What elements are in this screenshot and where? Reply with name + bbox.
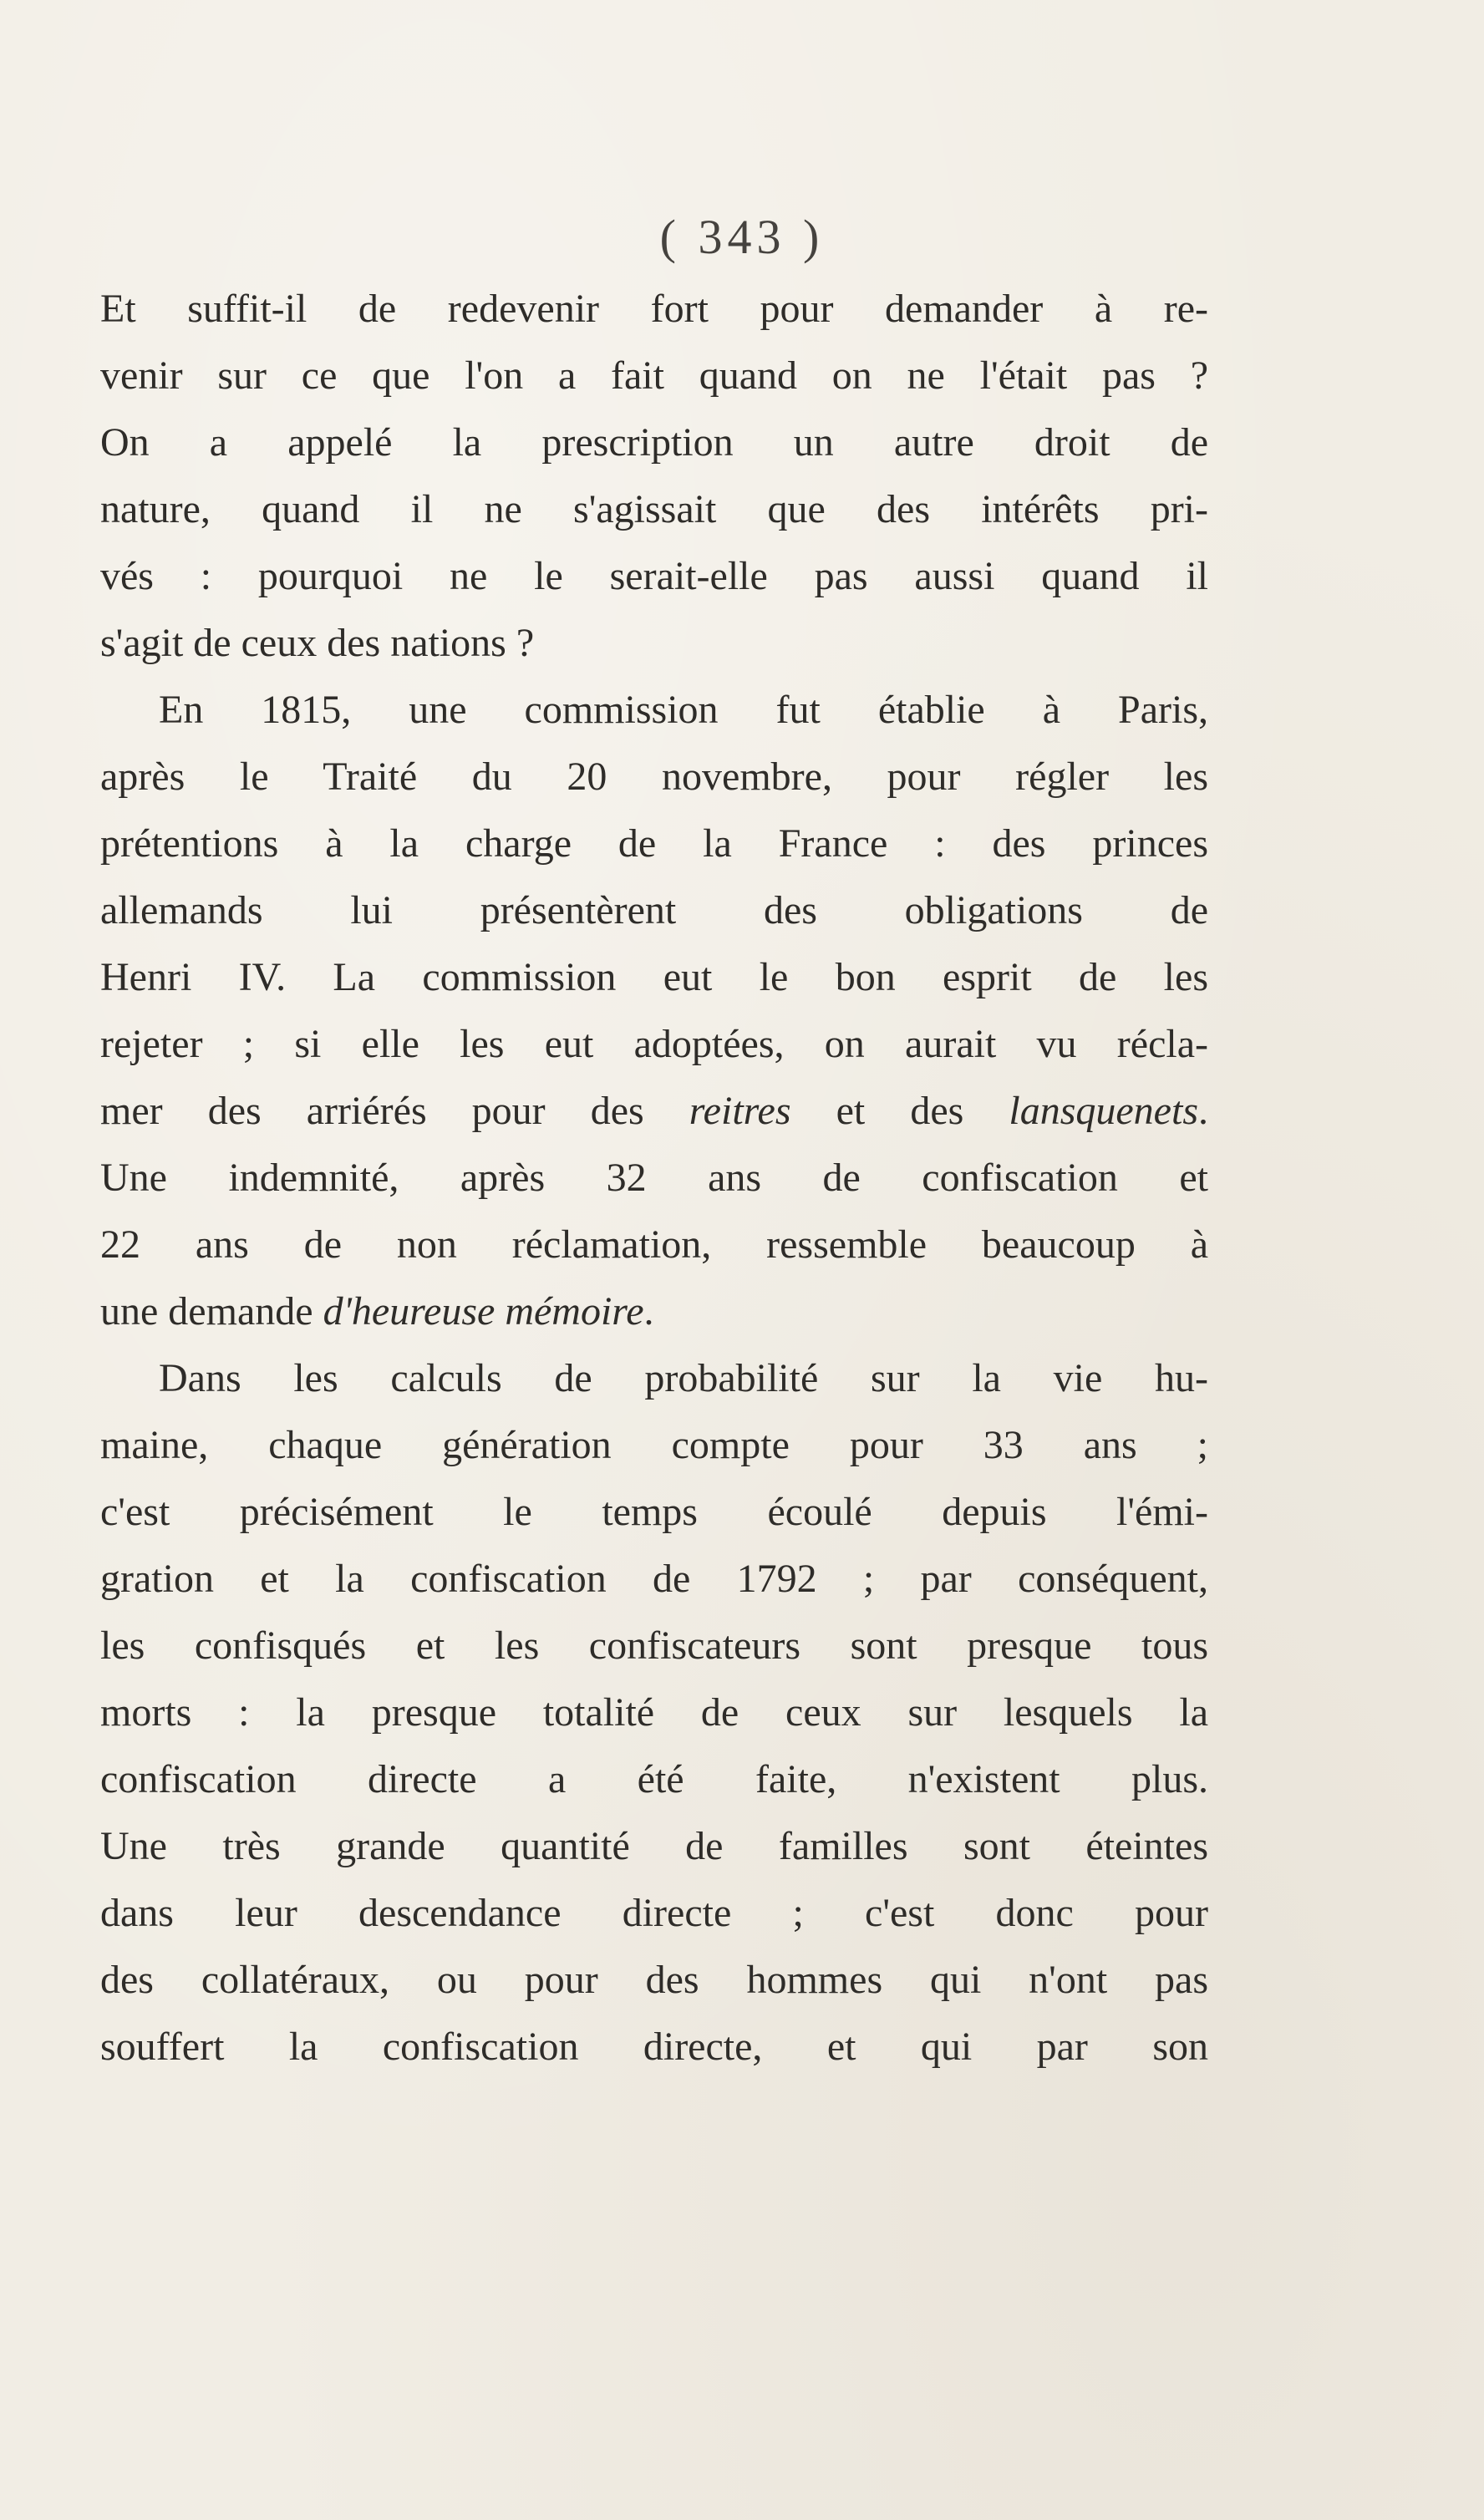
text-line [100,1212,1208,1278]
text-segment: nature, quand il ne s'agissait que des intérêts pri- [100,487,1208,531]
text-line [100,677,1208,744]
text-line [100,543,1208,610]
text-line [100,1145,1208,1212]
italic-text: lansquenets [1009,1089,1198,1133]
text-line [100,476,1208,543]
text-segment: une demande [100,1289,323,1334]
text-segment: confiscation directe a été faite, n'existent plus. [100,1757,1208,1801]
text-line [100,1546,1208,1613]
text-line [100,1880,1208,1947]
text-segment: après le Traité du 20 novembre, pour régler les [100,754,1208,799]
text-segment: vés : pourquoi ne le serait-elle pas aussi quand il [100,554,1208,598]
text-segment: gration et la confiscation de 1792 ; par conséquent, [100,1557,1208,1601]
text-line [100,409,1208,476]
text-segment: . [1198,1089,1208,1133]
text-segment: souffert la confiscation directe, et qui par son [100,2025,1208,2069]
text-line [100,276,1208,343]
text-line [100,810,1208,877]
text-line [100,1078,1208,1145]
text-line [100,343,1208,409]
text-segment: Dans les calculs de probabilité sur la vie hu- [159,1356,1208,1400]
text-segment: des collatéraux, ou pour des hommes qui n'ont pas [100,1958,1208,2002]
text-segment: Et suffit-il de redevenir fort pour demander à re- [100,287,1208,331]
text-segment: rejeter ; si elle les eut adoptées, on aurait vu récla- [100,1022,1208,1066]
text-line [100,1412,1208,1479]
text-line [100,1813,1208,1880]
text-segment: Une indemnité, après 32 ans de confiscation et [100,1156,1208,1200]
text-segment: et des [790,1089,1009,1133]
text-line [100,610,1208,677]
text-segment: prétentions à la charge de la France : des princes [100,821,1208,866]
text-line [100,1746,1208,1813]
text-segment: venir sur ce que l'on a fait quand on ne l'était pas ? [100,353,1208,398]
text-line [100,877,1208,944]
text-segment: allemands lui présentèrent des obligations de [100,888,1208,932]
text-segment: mer des arriérés pour des [100,1089,689,1133]
text-segment: . [643,1289,654,1334]
text-segment: 22 ans de non réclamation, ressemble beaucoup à [100,1222,1208,1267]
text-segment: dans leur descendance directe ; c'est donc pour [100,1891,1208,1935]
text-line [100,1278,1208,1345]
text-line [100,2014,1208,2081]
text-segment: les confisqués et les confiscateurs sont presque tous [100,1623,1208,1668]
body-text [100,276,1208,2081]
text-segment: maine, chaque génération compte pour 33 ans ; [100,1423,1208,1467]
text-line [100,1679,1208,1746]
italic-text: reitres [689,1089,791,1133]
text-line [100,1479,1208,1546]
text-segment: On a appelé la prescription un autre droit de [100,420,1208,465]
text-segment: En 1815, une commission fut établie à Paris, [159,688,1208,732]
text-segment: morts : la presque totalité de ceux sur lesquels la [100,1690,1208,1735]
text-line [100,944,1208,1011]
page-number: ( 343 ) [659,210,825,264]
text-segment: Une très grande quantité de familles sont éteintes [100,1824,1208,1868]
text-line [100,1345,1208,1412]
text-segment: Henri IV. La commission eut le bon esprit de les [100,955,1208,999]
text-line [100,1011,1208,1078]
text-line [100,744,1208,810]
text-line [100,1947,1208,2014]
text-segment: c'est précisément le temps écoulé depuis l'émi- [100,1490,1208,1534]
text-segment: s'agit de ceux des nations ? [100,621,535,665]
text-line [100,1613,1208,1679]
italic-text: d'heureuse mémoire [323,1289,644,1334]
